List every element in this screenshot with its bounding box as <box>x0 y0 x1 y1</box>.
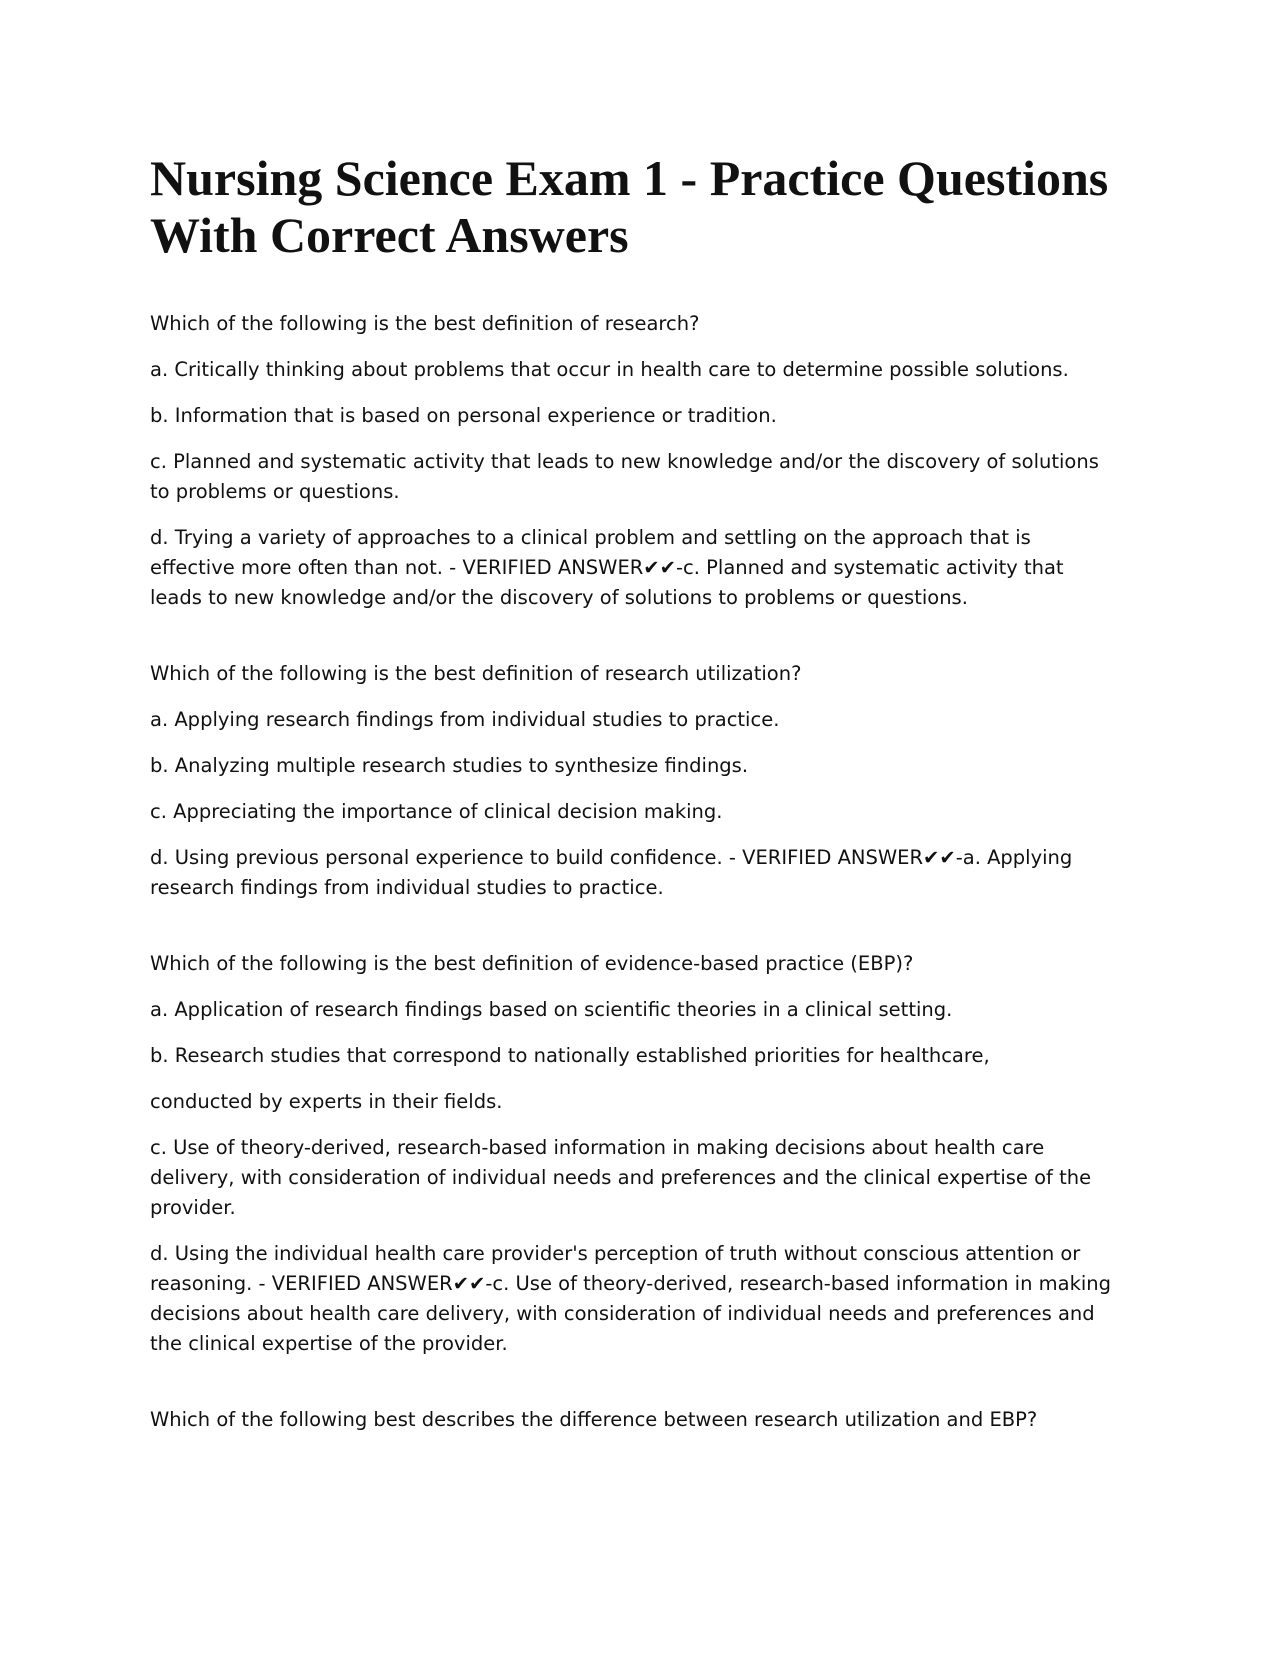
question-prompt: Which of the following is the best definition of evidence-based practice (EBP)? <box>150 952 914 975</box>
question-prompt: Which of the following is the best definition of research utilization? <box>150 662 802 685</box>
answer-option-with-verified-answer: d. Using previous personal experience to build confidence. - VERIFIED ANSWER✔✔-a. Applying research findings from individual studies to practice. <box>150 846 1073 899</box>
answer-option-continuation: conducted by experts in their fields. <box>150 1090 503 1113</box>
question-1 <box>150 309 1120 613</box>
answer-option: a. Critically thinking about problems that occur in health care to determine possible solutions. <box>150 358 1069 381</box>
question-4 <box>150 1405 1120 1435</box>
answer-option: a. Application of research findings based on scientific theories in a clinical setting. <box>150 998 953 1021</box>
question-prompt: Which of the following is the best definition of research? <box>150 312 700 335</box>
answer-option: c. Use of theory-derived, research-based information in making decisions about health care delivery, with consideration of individual needs and preferences and the clinical expertise of the provider. <box>150 1136 1092 1219</box>
document-title: Nursing Science Exam 1 - Practice Questions With Correct Answers <box>150 150 1109 263</box>
question-3 <box>150 949 1120 1359</box>
answer-option-with-verified-answer: d. Using the individual health care provider's perception of truth without conscious attention or reasoning. - VERIFIED ANSWER✔✔-c. Use of theory-derived, research-based information in making decisions about health care delivery, with consideration of individual needs and preferences and the clinical expertise of the provider. <box>150 1242 1112 1355</box>
answer-option: b. Information that is based on personal experience or tradition. <box>150 404 777 427</box>
answer-option-with-verified-answer: d. Trying a variety of approaches to a clinical problem and settling on the approach that is effective more often than not. - VERIFIED ANSWER✔✔-c. Planned and systematic activity that leads to new knowledge and/or the discovery of solutions to problems or questions. <box>150 526 1064 609</box>
answer-option: a. Applying research findings from individual studies to practice. <box>150 708 780 731</box>
question-prompt: Which of the following best describes the difference between research utilization and EBP? <box>150 1408 1038 1431</box>
question-2 <box>150 659 1120 903</box>
answer-option: b. Research studies that correspond to nationally established priorities for healthcare, <box>150 1044 990 1067</box>
answer-option: c. Appreciating the importance of clinical decision making. <box>150 800 723 823</box>
answer-option: b. Analyzing multiple research studies to synthesize findings. <box>150 754 749 777</box>
document-page <box>150 150 1120 1451</box>
answer-option: c. Planned and systematic activity that leads to new knowledge and/or the discovery of solutions to problems or questions. <box>150 450 1099 503</box>
